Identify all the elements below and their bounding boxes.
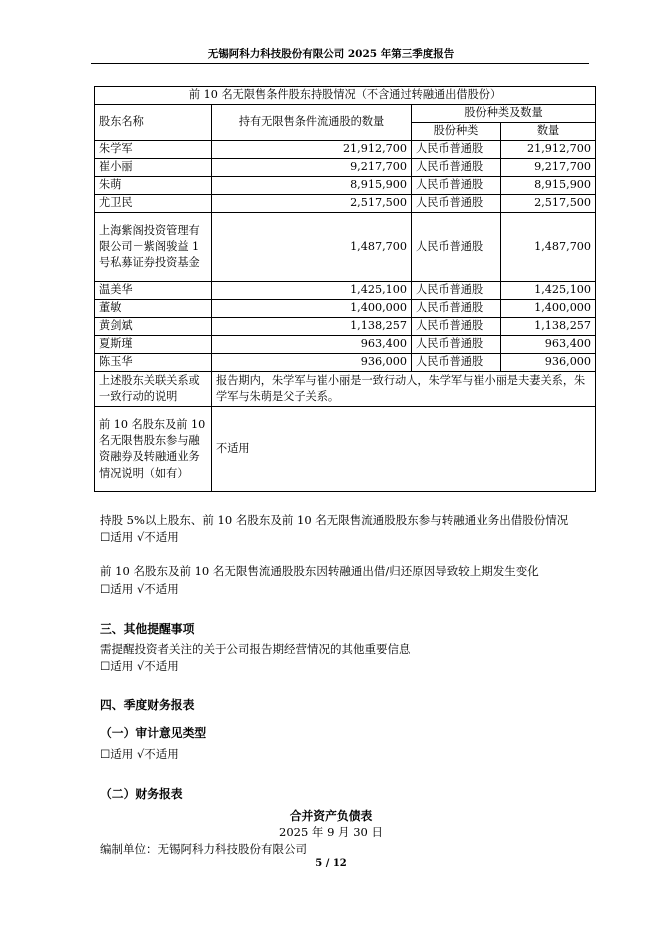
holder-quantity: 21,912,700 xyxy=(212,141,412,159)
holder-name: 尤卫民 xyxy=(95,195,212,213)
share-type: 人民币普通股 xyxy=(412,159,501,177)
table-row xyxy=(95,282,596,300)
holder-quantity: 936,000 xyxy=(212,354,412,372)
holder-name: 黄剑斌 xyxy=(95,318,212,336)
share-amount: 21,912,700 xyxy=(501,141,596,159)
page-header: 无锡阿科力科技股份有限公司 2025 年第三季度报告 xyxy=(207,48,455,60)
holder-quantity: 1,487,700 xyxy=(212,213,412,282)
share-amount: 1,487,700 xyxy=(501,213,596,282)
table-row xyxy=(95,213,596,282)
table-row xyxy=(95,195,596,213)
preparer-line: 编制单位：无锡阿科力科技股份有限公司 xyxy=(100,842,307,856)
margin-trading-row xyxy=(95,407,596,492)
margin-trading-label: 前 10 名股东及前 10 名无限售股东参与融资融券及转融通业务情况说明（如有） xyxy=(95,407,212,492)
col-header-type: 股份种类 xyxy=(412,123,501,141)
share-type: 人民币普通股 xyxy=(412,195,501,213)
share-type: 人民币普通股 xyxy=(412,213,501,282)
audit-opinion-options: ☐适用 √不适用 xyxy=(100,747,179,761)
share-amount: 9,217,700 xyxy=(501,159,596,177)
balance-sheet-date: 2025 年 9 月 30 日 xyxy=(279,825,383,839)
holder-quantity: 2,517,500 xyxy=(212,195,412,213)
holder-quantity: 1,425,100 xyxy=(212,282,412,300)
table-caption-row xyxy=(95,87,596,105)
table-row xyxy=(95,159,596,177)
balance-sheet-title: 合并资产负债表 xyxy=(289,809,373,823)
other-matters-options: ☐适用 √不适用 xyxy=(100,659,179,673)
table-row xyxy=(95,300,596,318)
share-amount: 2,517,500 xyxy=(501,195,596,213)
lending-section-options: ☐适用 √不适用 xyxy=(100,530,179,544)
share-type: 人民币普通股 xyxy=(412,177,501,195)
table-caption: 前 10 名无限售条件股东持股情况（不含通过转融通出借股份） xyxy=(95,87,596,105)
audit-opinion-heading: （一）审计意见类型 xyxy=(100,726,207,740)
margin-trading-text: 不适用 xyxy=(212,407,596,492)
holder-name: 董敏 xyxy=(95,300,212,318)
share-type: 人民币普通股 xyxy=(412,141,501,159)
holder-quantity: 963,400 xyxy=(212,336,412,354)
table-row xyxy=(95,354,596,372)
statements-subheading: （二）财务报表 xyxy=(100,787,183,801)
table-header-row xyxy=(95,105,596,123)
share-type: 人民币普通股 xyxy=(412,336,501,354)
financial-statements-heading: 四、季度财务报表 xyxy=(100,698,195,712)
other-matters-text: 需提醒投资者关注的关于公司报告期经营情况的其他重要信息 xyxy=(100,642,411,656)
share-type: 人民币普通股 xyxy=(412,354,501,372)
share-type: 人民币普通股 xyxy=(412,282,501,300)
change-section-title: 前 10 名股东及前 10 名无限售流通股股东因转融通出借/归还原因导致较上期发生变化 xyxy=(100,564,539,578)
related-parties-label: 上述股东关联关系或一致行动的说明 xyxy=(95,372,212,407)
holder-quantity: 1,400,000 xyxy=(212,300,412,318)
holder-quantity: 9,217,700 xyxy=(212,159,412,177)
table-row xyxy=(95,318,596,336)
col-header-amount: 数量 xyxy=(501,123,596,141)
holder-quantity: 1,138,257 xyxy=(212,318,412,336)
share-amount: 936,000 xyxy=(501,354,596,372)
share-amount: 1,400,000 xyxy=(501,300,596,318)
lending-section-title: 持股 5%以上股东、前 10 名股东及前 10 名无限售流通股股东参与转融通业务出借股份情况 xyxy=(100,513,569,527)
share-amount: 1,138,257 xyxy=(501,318,596,336)
top10-unrestricted-holders-table xyxy=(94,86,596,492)
holder-quantity: 8,915,900 xyxy=(212,177,412,195)
share-type: 人民币普通股 xyxy=(412,300,501,318)
col-header-share-group: 股份种类及数量 xyxy=(412,105,596,123)
holder-name: 上海紫阁投资管理有限公司－紫阁骏益 1 号私募证券投资基金 xyxy=(95,213,212,282)
holder-name: 陈玉华 xyxy=(95,354,212,372)
holder-name: 崔小丽 xyxy=(95,159,212,177)
share-amount: 1,425,100 xyxy=(501,282,596,300)
share-amount: 963,400 xyxy=(501,336,596,354)
table-row xyxy=(95,336,596,354)
header-divider xyxy=(91,63,589,64)
table-row xyxy=(95,141,596,159)
share-amount: 8,915,900 xyxy=(501,177,596,195)
page-number: 5 / 12 xyxy=(315,858,347,869)
holder-name: 朱萌 xyxy=(95,177,212,195)
change-section-options: ☐适用 √不适用 xyxy=(100,582,179,596)
holder-name: 夏斯瑾 xyxy=(95,336,212,354)
related-parties-text: 报告期内，朱学军与崔小丽是一致行动人，朱学军与崔小丽是夫妻关系，朱学军与朱萌是父子关系。 xyxy=(212,372,596,407)
table-row xyxy=(95,177,596,195)
other-matters-heading: 三、其他提醒事项 xyxy=(100,622,195,636)
holder-name: 温美华 xyxy=(95,282,212,300)
related-parties-row xyxy=(95,372,596,407)
col-header-name: 股东名称 xyxy=(95,105,212,141)
holder-name: 朱学军 xyxy=(95,141,212,159)
col-header-quantity: 持有无限售条件流通股的数量 xyxy=(212,105,412,141)
share-type: 人民币普通股 xyxy=(412,318,501,336)
